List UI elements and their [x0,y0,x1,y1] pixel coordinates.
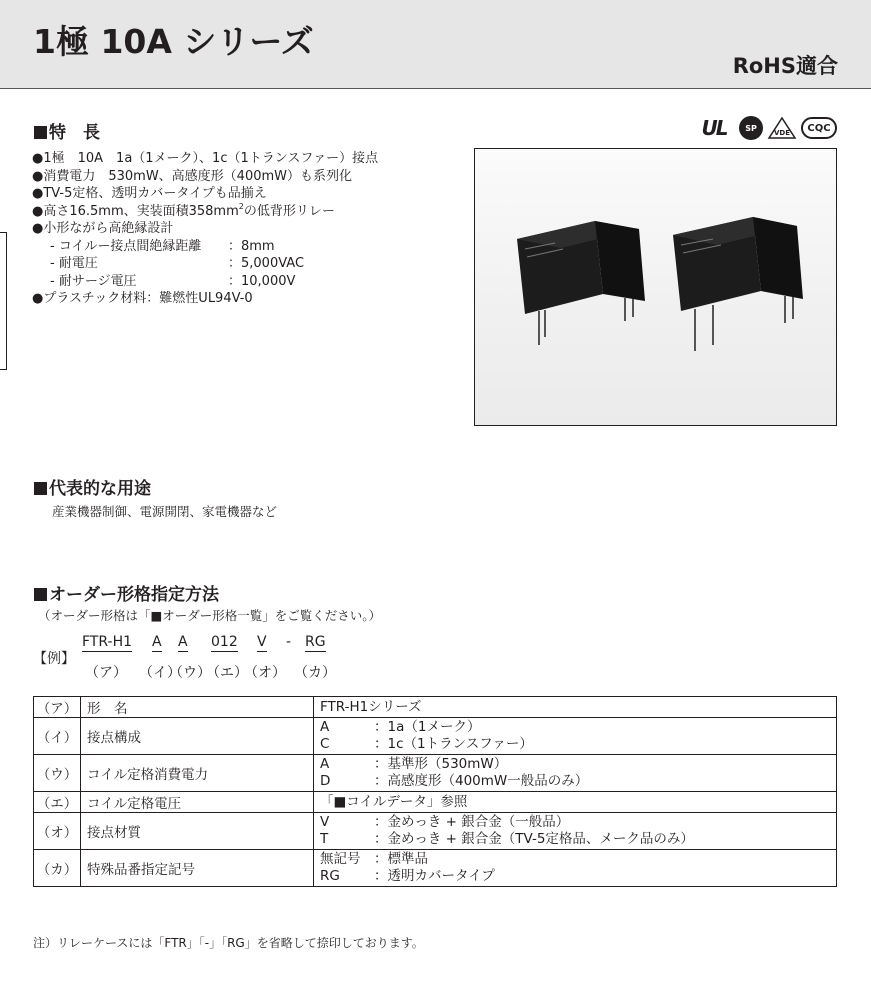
table-row [34,697,837,718]
table-row [34,850,837,887]
page-title: 1極 10A シリーズ [33,22,314,61]
table-cell-id: （カ） [34,850,81,887]
example-field-label: （ウ） [169,665,211,681]
table-cell-name: 接点構成 [81,718,314,755]
table-cell-id: （エ） [34,792,81,813]
table-cell-options: V ：金めっき + 銀合金（一般品） T ：金めっき + 銀合金（TV-5定格品、メーク品のみ） [314,813,837,850]
relay-image-right [673,217,803,351]
table-cell-id: （ア） [34,697,81,718]
feature-item: ●1極 10A 1a（1メーク）、1c（1トランスファー）接点 [32,151,379,166]
csa-mark-icon: SP [739,116,763,140]
table-cell-options: A ：1a（1メーク） C ：1c（1トランスファー） [314,718,837,755]
example-code: V [257,634,267,650]
table-cell-name: 形 名 [81,697,314,718]
relay-product-photo [474,148,837,426]
square-bullet-icon [34,482,47,495]
feature-item: ●小形ながら高絶縁設計 [32,221,174,236]
table-row [34,792,837,813]
feature-item: ●TV-5定格、透明カバータイプも品揃え [32,186,267,201]
table-cell-name: コイル定格電圧 [81,792,314,813]
example-field-label: （オ） [244,665,286,681]
feature-item: ●プラスチック材料：難燃性UL94V-0 [32,291,253,306]
example-code-separator: - [286,634,292,650]
cqc-mark-icon: CQC [801,117,837,139]
vde-mark-icon [767,116,797,140]
feature-subitem: - 耐サージ電圧 ：10,000V [50,273,296,289]
features-list [32,150,378,308]
square-bullet-icon [34,588,47,601]
feature-item-height: ●高さ16.5mm、実装面積$358mm^2$の低背形リレー [32,201,335,219]
example-field-label: （イ） [139,665,181,681]
square-bullet-icon [34,126,47,139]
table-cell-name: 接点材質 [81,813,314,850]
table-cell-options: 「■コイルデータ」参照 [314,792,837,813]
table-cell-options: FTR-H1シリーズ [314,697,837,718]
table-cell-name: 特殊品番指定記号 [81,850,314,887]
table-cell-id: （オ） [34,813,81,850]
applications-heading: 代表的な用途 [34,474,151,499]
page-header [0,0,871,89]
example-code: 012 [211,634,238,650]
ordering-note: （オーダー形格は「■オーダー形格一覧」をご覧ください。） [38,608,382,623]
table-row [34,813,837,850]
ordering-spec-table [33,696,837,887]
feature-subitem: - 耐電圧 ：5,000VAC [50,256,305,271]
table-cell-id: （ウ） [34,755,81,792]
ul-mark-icon: UL [701,116,727,140]
example-field-label: （カ） [294,665,336,681]
ordering-heading: オーダー形格指定方法 [34,580,219,605]
table-cell-id: （イ） [34,718,81,755]
relay-image-left [517,221,645,345]
example-field-label: （ア） [85,665,127,681]
table-row [34,718,837,755]
rohs-badge: RoHS適合 [732,54,838,78]
certification-marks [693,116,837,140]
side-index-mark [0,232,7,370]
example-code: A [152,634,162,650]
example-label: 【例】 [33,651,75,667]
footnote: 注）リレーケースには「FTR」「-」「RG」を省略して捺印しております。 [33,936,424,950]
table-row [34,755,837,792]
example-code: FTR-H1 [82,634,133,650]
table-cell-name: コイル定格消費電力 [81,755,314,792]
table-cell-options: A ：基準形（530mW） D ：高感度形（400mW一般品のみ） [314,755,837,792]
example-field-label: （エ） [206,665,248,681]
feature-item: ●消費電力 530mW、高感度形（400mW）も系列化 [32,168,353,184]
example-code: A [178,634,188,650]
example-code: RG [305,634,326,650]
applications-text: 産業機器制御、電源開閉、家電機器など [52,504,278,519]
features-heading: 特 長 [34,118,100,143]
table-cell-options: 無記号 ：標準品 RG ：透明カバータイプ [314,850,837,887]
svg-text:VDE: VDE [773,129,791,137]
feature-subitem: - コイルー接点間絶縁距離 ：8mm [50,238,275,254]
